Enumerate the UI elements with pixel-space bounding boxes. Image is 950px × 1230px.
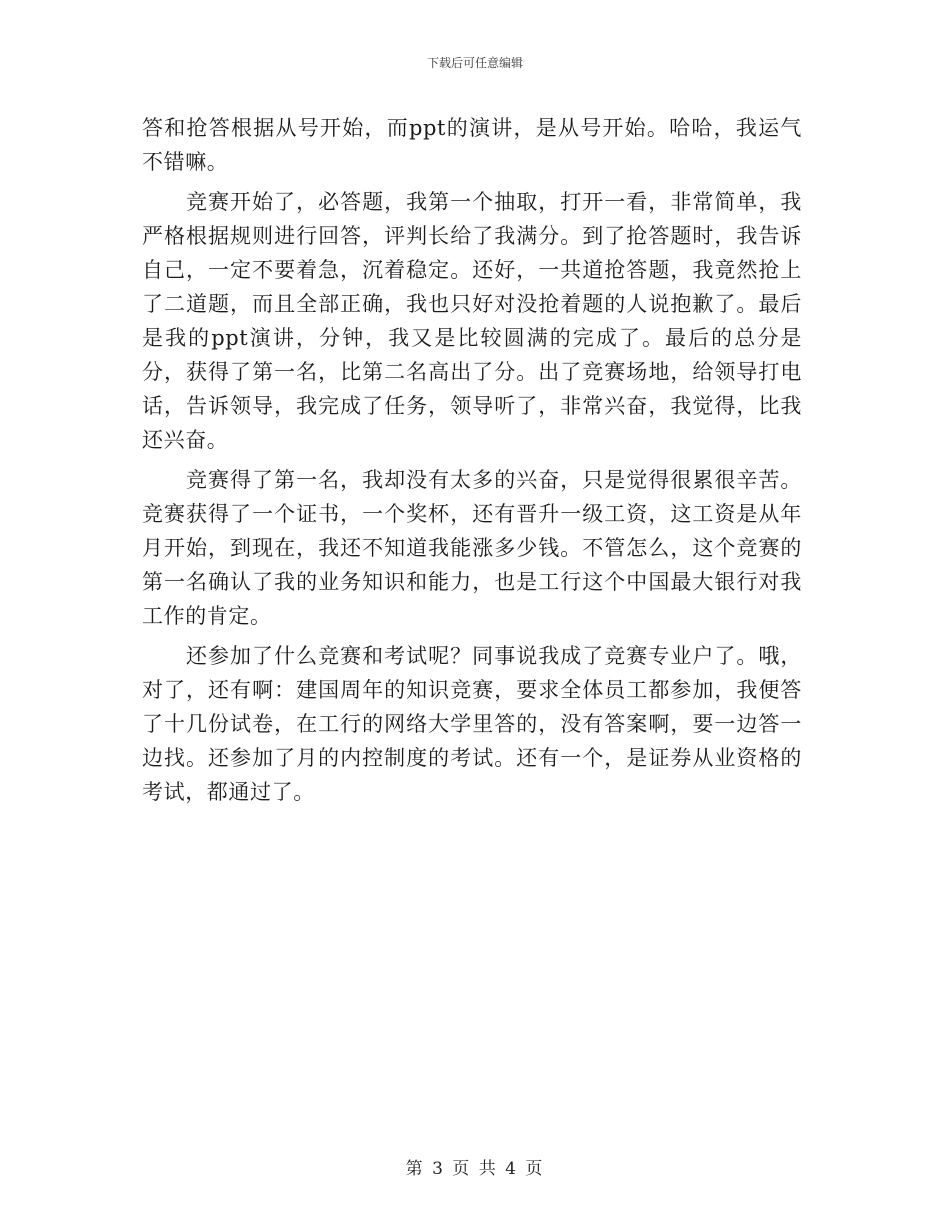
page-header: 下载后可任意编辑 [426, 56, 523, 70]
paragraph-2: 竞赛开始了，必答题，我第一个抽取，打开一看，非常简单，我严格根据规则进行回答，评判长给了我满分。到了抢答题时，我告诉自己，一定不要着急，沉着稳定。还好，一共道抢答题，我竟然抢上了二道题，而且全部正确，我也只好对没抢着题的人说抱歉了。最后是我的ppt演讲，分钟，我又是比较圆满的完成了。最后的总分是分，获得了第一名，比第二名高出了分。出了竞赛场地，给领导打电话，告诉领导，我完成了任务，领导听了，非常兴奋，我觉得，比我还兴奋。 [142, 190, 802, 452]
document-body [142, 111, 802, 815]
page-footer: 第 3 页 共 4 页 [405, 1159, 545, 1179]
paragraph-1: 答和抢答根据从号开始，而ppt的演讲，是从号开始。哈哈，我运气不错嘛。 [142, 116, 802, 174]
paragraph-4: 还参加了什么竞赛和考试呢？同事说我成了竞赛专业户了。哦，对了，还有啊：建国周年的知识竞赛，要求全体员工都参加，我便答了十几份试卷，在工行的网络大学里答的，没有答案啊，要一边答一边找。还参加了月的内控制度的考试。还有一个，是证券从业资格的考试，都通过了。 [142, 644, 802, 804]
paragraph-3: 竞赛得了第一名，我却没有太多的兴奋，只是觉得很累很辛苦。竞赛获得了一个证书，一个奖杯，还有晋升一级工资，这工资是从年月开始，到现在，我还不知道我能涨多少钱。不管怎么，这个竞赛的第一名确认了我的业务知识和能力，也是工行这个中国最大银行对我工作的肯定。 [142, 468, 802, 628]
